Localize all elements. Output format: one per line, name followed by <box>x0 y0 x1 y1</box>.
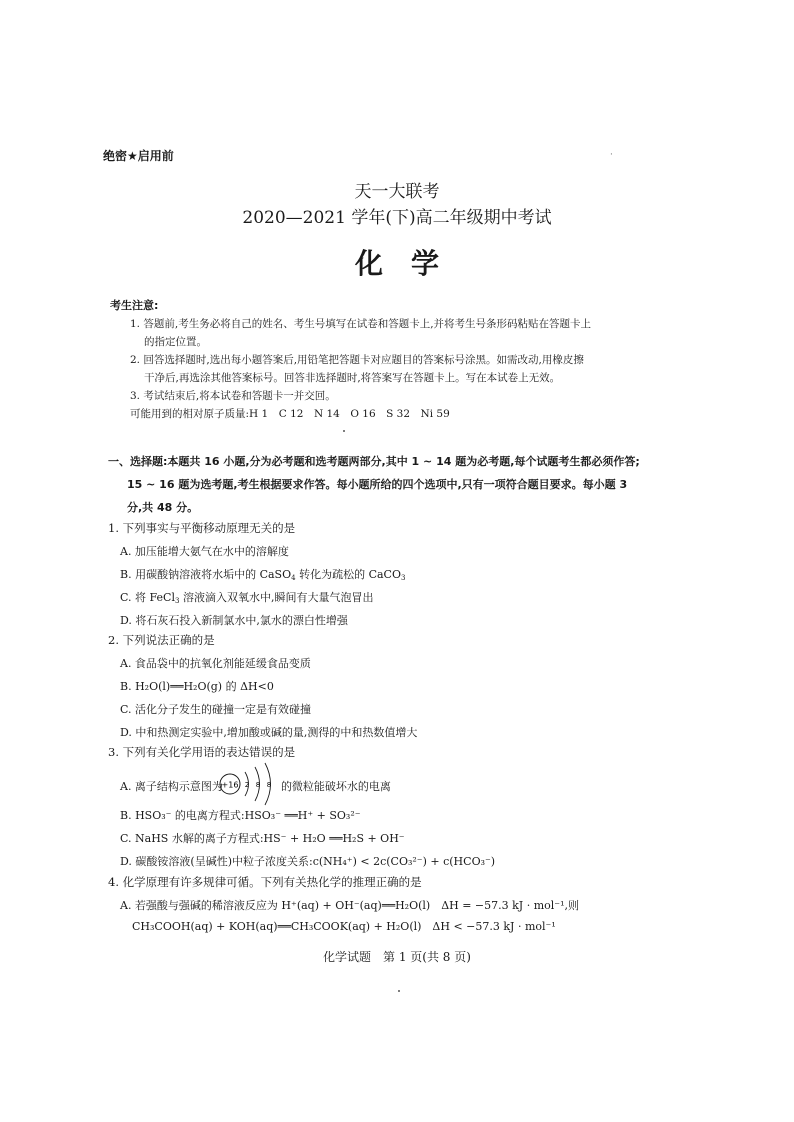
question-3-option-a: A. 离子结构示意图为 的微粒能破坏水的电离 <box>120 780 391 793</box>
question-2-option-b: B. H₂O(l)══H₂O(g) 的 ΔH<0 <box>120 680 274 693</box>
question-4-option-a-line-1: A. 若强酸与强碱的稀溶液反应为 H⁺(aq) + OH⁻(aq)══H₂O(l) ΔH = −57.3 kJ · mol⁻¹,则 <box>120 899 579 912</box>
question-1-stem: 1. 下列事实与平衡移动原理无关的是 <box>108 521 296 535</box>
ion-shell-3: 8 <box>266 781 272 789</box>
page-footer: 化学试题 第 1 页(共 8 页) <box>323 950 471 964</box>
scan-dot <box>343 430 345 432</box>
ion-core-label: +16 <box>221 780 239 790</box>
ion-shell-1: 2 <box>244 781 250 789</box>
exam-organizer: 天一大联考 <box>354 182 440 202</box>
subject-title: 化学 <box>354 247 467 280</box>
confidential-mark: 绝密★启用前 <box>103 149 174 163</box>
scan-speck: · <box>610 150 613 160</box>
question-2-option-d: D. 中和热测定实验中,增加酸或碱的量,测得的中和热数值增大 <box>120 726 418 739</box>
question-2-option-a: A. 食品袋中的抗氧化剂能延缓食品变质 <box>120 657 311 670</box>
question-1-option-b: B. 用碳酸钠溶液将水垢中的 CaSO$_4$ 转化为疏松的 CaCO$_3$ <box>120 568 406 582</box>
question-1-option-c: C. 将 FeCl$_3$ 溶液滴入双氧水中,瞬间有大量气泡冒出 <box>120 591 374 605</box>
note-3: 3. 考试结束后,将本试卷和答题卡一并交回。 <box>130 390 336 402</box>
ion-shell-2: 8 <box>255 781 261 789</box>
section-instructions-1: 一、选择题:本题共 16 小题,分为必考题和选考题两部分,其中 1 ~ 14 题为必考题,每个试题考生都必须作答; <box>108 455 640 468</box>
question-2-stem: 2. 下列说法正确的是 <box>108 633 215 647</box>
question-1-option-d: D. 将石灰石投入新制氯水中,氯水的漂白性增强 <box>120 614 348 627</box>
question-3-option-c: C. NaHS 水解的离子方程式:HS⁻ + H₂O ══H₂S + OH⁻ <box>120 832 405 845</box>
ion-structure-diagram <box>218 762 280 806</box>
atomic-masses: 可能用到的相对原子质量:H 1 C 12 N 14 O 16 S 32 Ni 59 <box>130 408 450 420</box>
question-4-option-a-line-2: CH₃COOH(aq) + KOH(aq)══CH₃COOK(aq) + H₂O(l) ΔH < −57.3 kJ · mol⁻¹ <box>132 920 556 933</box>
question-2-option-c: C. 活化分子发生的碰撞一定是有效碰撞 <box>120 703 312 716</box>
scan-dot <box>398 990 400 992</box>
note-2-cont: 干净后,再选涂其他答案标号。回答非选择题时,将答案写在答题卡上。写在本试卷上无效。 <box>144 372 561 384</box>
question-3-stem: 3. 下列有关化学用语的表达错误的是 <box>108 745 296 759</box>
note-1: 1. 答题前,考生务必将自己的姓名、考生号填写在试卷和答题卡上,并将考生号条形码粘贴在答题卡上 <box>130 318 592 330</box>
question-4-stem: 4. 化学原理有许多规律可循。下列有关热化学的推理正确的是 <box>108 875 422 889</box>
exam-title: 2020—2021 学年(下)高二年级期中考试 <box>242 208 552 228</box>
question-3-option-b: B. HSO₃⁻ 的电离方程式:HSO₃⁻ ══H⁺ + SO₃²⁻ <box>120 809 361 822</box>
note-2: 2. 回答选择题时,选出每小题答案后,用铅笔把答题卡对应题目的答案标号涂黑。如需改动,用橡皮擦 <box>130 354 584 366</box>
section-instructions-3: 分,共 48 分。 <box>127 501 199 514</box>
notes-title: 考生注意: <box>110 299 159 312</box>
question-3-option-d: D. 碳酸铵溶液(呈碱性)中粒子浓度关系:c(NH₄⁺) < 2c(CO₃²⁻) + c(HCO₃⁻) <box>120 855 496 868</box>
note-1-cont: 的指定位置。 <box>144 336 207 348</box>
question-1-option-a: A. 加压能增大氨气在水中的溶解度 <box>120 545 289 558</box>
section-instructions-2: 15 ~ 16 题为选考题,考生根据要求作答。每小题所给的四个选项中,只有一项符合题目要求。每小题 3 <box>127 478 628 491</box>
